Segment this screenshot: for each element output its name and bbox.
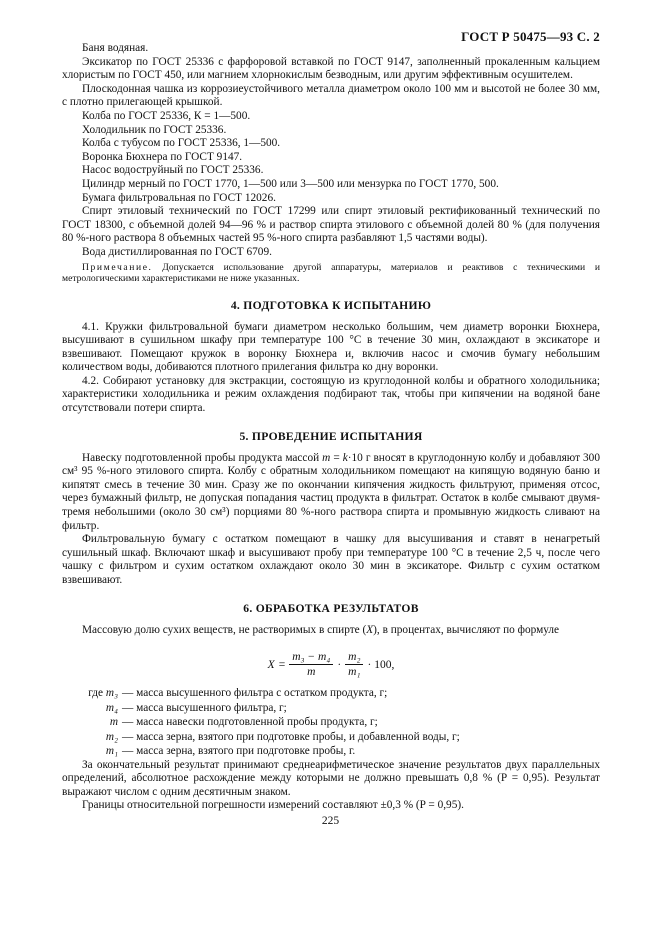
section-5-paragraph-2: Фильтровальную бумагу с остатком помещают в чашку для высушивания и ставят в ненагретый сушильный шкаф. Включают шкаф и высушивают пробу при температуре 100 °С в течение 2,5 ч, после чего чашку с фильтром и сухим остатком охлаждают около 30 мин в эксикаторе. Фильтр с сухим остатком взвешивают. — [62, 533, 600, 586]
formula-tail: · 100, — [367, 658, 395, 671]
section-6-paragraph-3: Границы относительной погрешности измерений составляют ±0,3 % (P = 0,95). — [82, 799, 464, 812]
definition-text: — масса высушенного фильтра, г; — [122, 701, 287, 714]
text-run: ), в процентах, вычисляют по формуле — [373, 623, 560, 636]
section-4-paragraph-1: 4.1. Кружки фильтровальной бумаги диаметром несколько большим, чем диаметр воронки Бюхнера, высушивают в сушильном шкафу при температуре 100 °С в течение 30 мин, охлаждают в эксикаторе и взвешивают. Помещают кружок в воронку Бюхнера и, включив насос и смочив бумагу небольшим количеством воды, добиваются плотного прилегания фильтра ко дну воронки. — [62, 320, 600, 374]
section-6-paragraph-2: За окончательный результат принимают среднеарифметическое значение результатов двух параллельных определений, абсолютное расхождение между которыми не должно превышать 0,8 % (P = 0,95). Результат выражают числом с одним десятичным знаком. — [62, 758, 600, 798]
spirit-paragraph: Спирт этиловый технический по ГОСТ 17299 или спирт этиловый ректификованный технический по ГОСТ 18300, с объемной долей 94—96 % и раствор спирта этилового с объемной долей 80 % (для получения 80 %-ного раствора 8 объемных частей 95 %-ного спирта разбавляют 1,5 частями воды). — [62, 205, 600, 245]
var-x: X — [366, 623, 374, 636]
equipment-item: Воронка Бюхнера по ГОСТ 9147. — [82, 150, 243, 163]
definition-row — [62, 715, 600, 730]
formula — [62, 651, 600, 678]
where-label: где — [88, 687, 104, 700]
intro-line-desiccator: Эксикатор по ГОСТ 25336 с фарфоровой вставкой по ГОСТ 9147, заполненный прокаленным кальцием хлористым по ГОСТ 450, или магнием хлорнокислым безводным, или другим эффективным осушителем. — [62, 55, 600, 82]
formula-denominator-2: m₁ — [348, 666, 361, 679]
definition-prefix — [62, 686, 122, 701]
definition-text: — масса зерна, взятого при подготовке пробы, и добавленной воды, г; — [122, 730, 460, 743]
note-paragraph — [62, 262, 600, 285]
formula-fraction-2 — [345, 651, 363, 678]
formula-dot: · — [337, 658, 342, 671]
definition-text: — масса высушенного фильтра с остатком продукта, г; — [122, 687, 388, 700]
formula-numerator-1: m₃ − m₄ — [289, 651, 333, 665]
var-k: k — [342, 451, 348, 464]
document-body — [62, 28, 600, 813]
text-run: ·10 г вносят в круглодонную колбу и добавляют 300 см³ 95 %-ного этилового спирта. Колбу с обратным холодильником помещают на кипящую водяную баню и кипятят смесь в течение 30 мин. Сразу же по окончании кипячения жидкость фильтруют, применяя отсос, через бумажный фильтр, не допуская попадания частиц продукта в фильтрат. Остаток в колбе смывают двумя-тремя небольшими (около 30 см³) порциями 80 %-ного раствора спирта и промывную жидкость сливают на фильтр. — [62, 451, 600, 532]
text-run: Массовую долю сухих веществ, не растворимых в спирте ( — [82, 623, 367, 636]
text-run: Навеску подготовленной пробы продукта массой — [82, 451, 323, 464]
section-4-paragraph-2: 4.2. Собирают установку для экстракции, состоящую из круглодонной колбы и обратного холодильника; характеристики холодильника и режим охлаждения подбирают так, чтобы при кипячении на водяной бане отсутствовали потери спирта. — [62, 374, 600, 415]
section-6-paragraph-1 — [62, 624, 600, 638]
definition-symbol: m₂ — [105, 730, 118, 743]
variable-definitions — [62, 686, 600, 759]
equipment-item: Бумага фильтровальная по ГОСТ 12026. — [82, 191, 276, 204]
intro-line-bath: Баня водяная. — [82, 42, 149, 54]
definition-row — [62, 730, 600, 745]
definition-symbol: m — [109, 716, 118, 729]
var-m: m — [322, 451, 331, 464]
section-4-title: 4. ПОДГОТОВКА К ИСПЫТАНИЮ — [230, 298, 432, 312]
water-paragraph: Вода дистиллированная по ГОСТ 6709. — [82, 245, 272, 258]
equipment-item: Колба с тубусом по ГОСТ 25336, 1—500. — [82, 137, 281, 150]
formula-numerator-2: m₂ — [345, 651, 363, 665]
definition-text: — масса навески подготовленной пробы продукта, г; — [122, 716, 378, 729]
definition-row — [62, 686, 600, 701]
equipment-item: Насос водоструйный по ГОСТ 25336. — [82, 164, 264, 177]
section-5-title: 5. ПРОВЕДЕНИЕ ИСПЫТАНИЯ — [239, 429, 423, 443]
equipment-item: Холодильник по ГОСТ 25336. — [82, 123, 227, 136]
formula-equals: = — [278, 658, 286, 671]
equipment-item: Колба по ГОСТ 25336, К = 1—500. — [82, 109, 251, 122]
definition-row — [62, 701, 600, 716]
equipment-item: Цилиндр мерный по ГОСТ 1770, 1—500 или 3—500 или мензурка по ГОСТ 1770, 500. — [82, 177, 499, 190]
page-header: ГОСТ Р 50475—93 С. 2 — [461, 29, 600, 44]
intro-line-dish: Плоскодонная чашка из коррозиеустойчивого металла диаметром около 100 мм и высотой не более 30 мм, с плотно прилегающей крышкой. — [62, 82, 600, 109]
definition-row — [62, 744, 600, 759]
text-run: = — [330, 451, 343, 464]
definition-symbol: m₁ — [105, 745, 118, 758]
note-label: Примечание. — [82, 261, 153, 273]
page-number: 225 — [321, 815, 340, 827]
definition-text: — масса зерна, взятого при подготовке пробы, г. — [122, 745, 356, 758]
definition-symbol: m₃ — [105, 687, 118, 700]
formula-lhs: X — [267, 658, 275, 671]
definition-symbol: m₄ — [105, 701, 118, 714]
formula-denominator-1: m — [307, 666, 316, 679]
section-6-title: 6. ОБРАБОТКА РЕЗУЛЬТАТОВ — [243, 601, 419, 615]
note-text: Допускается использование другой аппаратуры, материалов и реактивов с техническими и метрологическими характеристиками не ниже указанных. — [62, 261, 600, 284]
formula-fraction-1 — [289, 651, 333, 678]
section-5-paragraph-1 — [62, 452, 600, 534]
